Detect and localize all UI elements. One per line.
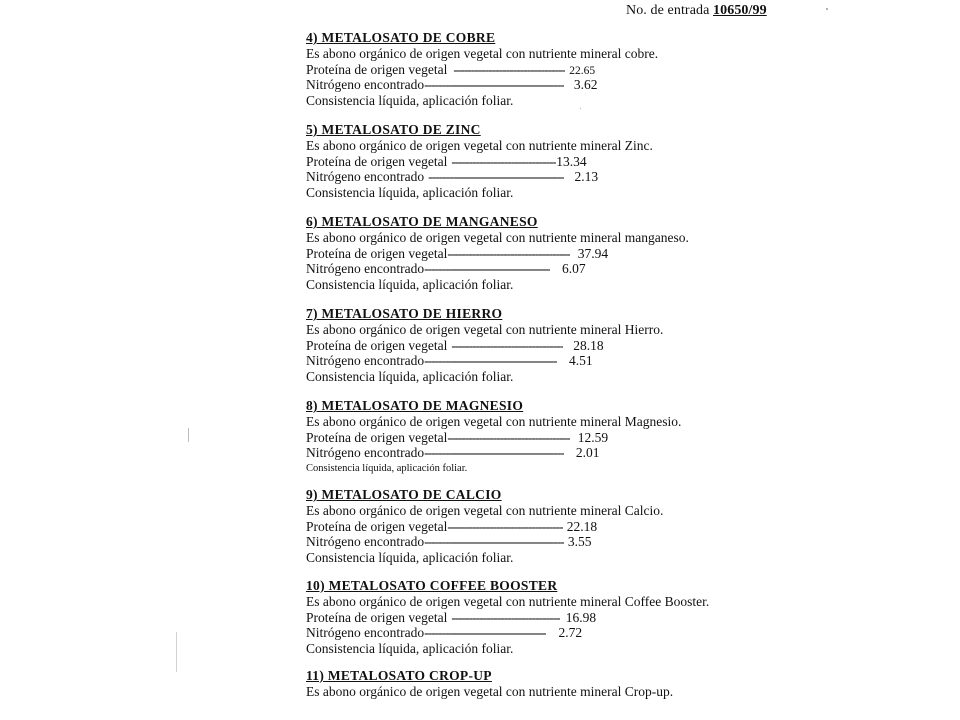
product-section bbox=[306, 214, 726, 292]
protein-row bbox=[306, 610, 726, 626]
product-section bbox=[306, 398, 726, 476]
leader-dashes: ----------------------------------- bbox=[447, 429, 570, 445]
leader-dashes: ---------------------------------------- bbox=[424, 534, 564, 549]
protein-value: 13.34 bbox=[556, 153, 587, 169]
protein-row bbox=[306, 430, 726, 446]
product-title: 5) METALOSATO DE ZINC bbox=[306, 122, 481, 137]
leader-dashes: ------------------------------ bbox=[451, 153, 557, 169]
nitrogen-value: 2.72 bbox=[558, 625, 583, 640]
nitrogen-value: 3.55 bbox=[567, 534, 592, 549]
product-description: Es abono orgánico de origen vegetal con nutriente mineral Magnesio. bbox=[306, 414, 682, 429]
product-description: Es abono orgánico de origen vegetal con nutriente mineral Zinc. bbox=[306, 138, 653, 153]
nitrogen-row bbox=[306, 169, 726, 185]
product-section bbox=[306, 487, 726, 565]
protein-value: 22.18 bbox=[566, 518, 598, 534]
nitrogen-value: 2.01 bbox=[575, 445, 600, 460]
nitrogen-value: 6.07 bbox=[561, 261, 586, 276]
product-section bbox=[306, 306, 726, 384]
protein-label: Proteína de origen vegetal bbox=[306, 518, 448, 534]
nitrogen-row bbox=[306, 534, 726, 550]
product-description: Es abono orgánico de origen vegetal con nutriente mineral Calcio. bbox=[306, 503, 664, 518]
protein-row bbox=[306, 519, 726, 535]
product-description: Es abono orgánico de origen vegetal con nutriente mineral Coffee Booster. bbox=[306, 594, 710, 609]
scan-artifact bbox=[580, 108, 581, 109]
product-consistency: Consistencia líquida, aplicación foliar. bbox=[306, 368, 514, 384]
nitrogen-label: Nitrógeno encontrado bbox=[306, 261, 425, 276]
protein-row bbox=[306, 246, 726, 262]
product-consistency: Consistencia líquida, aplicación foliar. bbox=[306, 92, 514, 108]
nitrogen-label: Nitrógeno encontrado bbox=[306, 625, 425, 640]
protein-label: Proteína de origen vegetal bbox=[306, 245, 448, 261]
product-title: 8) METALOSATO DE MAGNESIO bbox=[306, 398, 524, 413]
product-title: 9) METALOSATO DE CALCIO bbox=[306, 487, 502, 502]
protein-value: 37.94 bbox=[577, 245, 609, 261]
product-description: Es abono orgánico de origen vegetal con nutriente mineral Crop-up. bbox=[306, 684, 674, 699]
entry-number: 10650/99 bbox=[713, 3, 767, 18]
product-section bbox=[306, 122, 726, 200]
nitrogen-row bbox=[306, 261, 726, 277]
protein-value: 22.65 bbox=[569, 64, 596, 77]
protein-label: Proteína de origen vegetal bbox=[306, 337, 448, 353]
protein-value: 12.59 bbox=[577, 429, 609, 445]
protein-row bbox=[306, 62, 726, 78]
protein-value: 16.98 bbox=[565, 609, 597, 625]
product-description: Es abono orgánico de origen vegetal con nutriente mineral cobre. bbox=[306, 46, 659, 61]
product-consistency: Consistencia líquida, aplicación foliar. bbox=[306, 640, 514, 656]
product-section bbox=[306, 668, 726, 700]
product-title: 6) METALOSATO DE MANGANESO bbox=[306, 214, 538, 229]
leader-dashes: --------------------------------- bbox=[447, 518, 563, 534]
nitrogen-label: Nitrógeno encontrado bbox=[306, 534, 425, 549]
product-title: 10) METALOSATO COFFEE BOOSTER bbox=[306, 578, 558, 593]
nitrogen-row bbox=[306, 445, 726, 461]
product-title: 11) METALOSATO CROP-UP bbox=[306, 668, 492, 683]
product-title: 4) METALOSATO DE COBRE bbox=[306, 30, 496, 45]
scan-artifact bbox=[176, 632, 177, 672]
leader-dashes: ----------------------------------- bbox=[424, 625, 547, 640]
product-section bbox=[306, 30, 726, 108]
product-consistency: Consistencia líquida, aplicación foliar. bbox=[306, 462, 468, 474]
protein-label: Proteína de origen vegetal bbox=[306, 429, 448, 445]
protein-row bbox=[306, 154, 726, 170]
nitrogen-row bbox=[306, 625, 726, 641]
product-title: 7) METALOSATO DE HIERRO bbox=[306, 306, 503, 321]
product-consistency: Consistencia líquida, aplicación foliar. bbox=[306, 549, 514, 565]
nitrogen-label: Nitrógeno encontrado bbox=[306, 445, 425, 460]
nitrogen-label: Nitrógeno encontrado bbox=[306, 353, 425, 368]
product-section bbox=[306, 578, 726, 656]
nitrogen-row bbox=[306, 353, 726, 369]
protein-value: 28.18 bbox=[573, 337, 604, 353]
leader-dashes: -------------------------------- bbox=[451, 337, 564, 353]
nitrogen-value: 2.13 bbox=[574, 169, 599, 184]
leader-dashes: -------------------------------- bbox=[453, 61, 566, 77]
leader-dashes: ---------------------------------------- bbox=[424, 445, 564, 460]
nitrogen-value: 3.62 bbox=[573, 77, 598, 92]
leader-dashes: -------------------------------------- bbox=[424, 353, 557, 368]
nitrogen-label: Nitrógeno encontrado bbox=[306, 77, 425, 92]
scan-artifact bbox=[188, 428, 189, 442]
leader-dashes: ------------------------------- bbox=[451, 609, 560, 625]
nitrogen-value: 4.51 bbox=[568, 353, 593, 368]
protein-label: Proteína de origen vegetal bbox=[306, 609, 448, 625]
product-description: Es abono orgánico de origen vegetal con nutriente mineral Hierro. bbox=[306, 322, 664, 337]
product-consistency: Consistencia líquida, aplicación foliar. bbox=[306, 184, 514, 200]
scan-artifact bbox=[826, 8, 828, 10]
entry-number-header bbox=[626, 3, 767, 19]
product-consistency: Consistencia líquida, aplicación foliar. bbox=[306, 276, 514, 292]
leader-dashes: ------------------------------------ bbox=[424, 261, 550, 276]
nitrogen-label: Nitrógeno encontrado bbox=[306, 169, 425, 184]
nitrogen-row bbox=[306, 77, 726, 93]
leader-dashes: ----------------------------------- bbox=[447, 245, 570, 261]
protein-label: Proteína de origen vegetal bbox=[306, 153, 448, 169]
product-description: Es abono orgánico de origen vegetal con nutriente mineral manganeso. bbox=[306, 230, 689, 245]
protein-row bbox=[306, 338, 726, 354]
protein-label: Proteína de origen vegetal bbox=[306, 61, 448, 77]
leader-dashes: --------------------------------------- bbox=[428, 169, 565, 184]
leader-dashes: ---------------------------------------- bbox=[424, 77, 564, 92]
entry-label: No. de entrada bbox=[626, 3, 710, 18]
